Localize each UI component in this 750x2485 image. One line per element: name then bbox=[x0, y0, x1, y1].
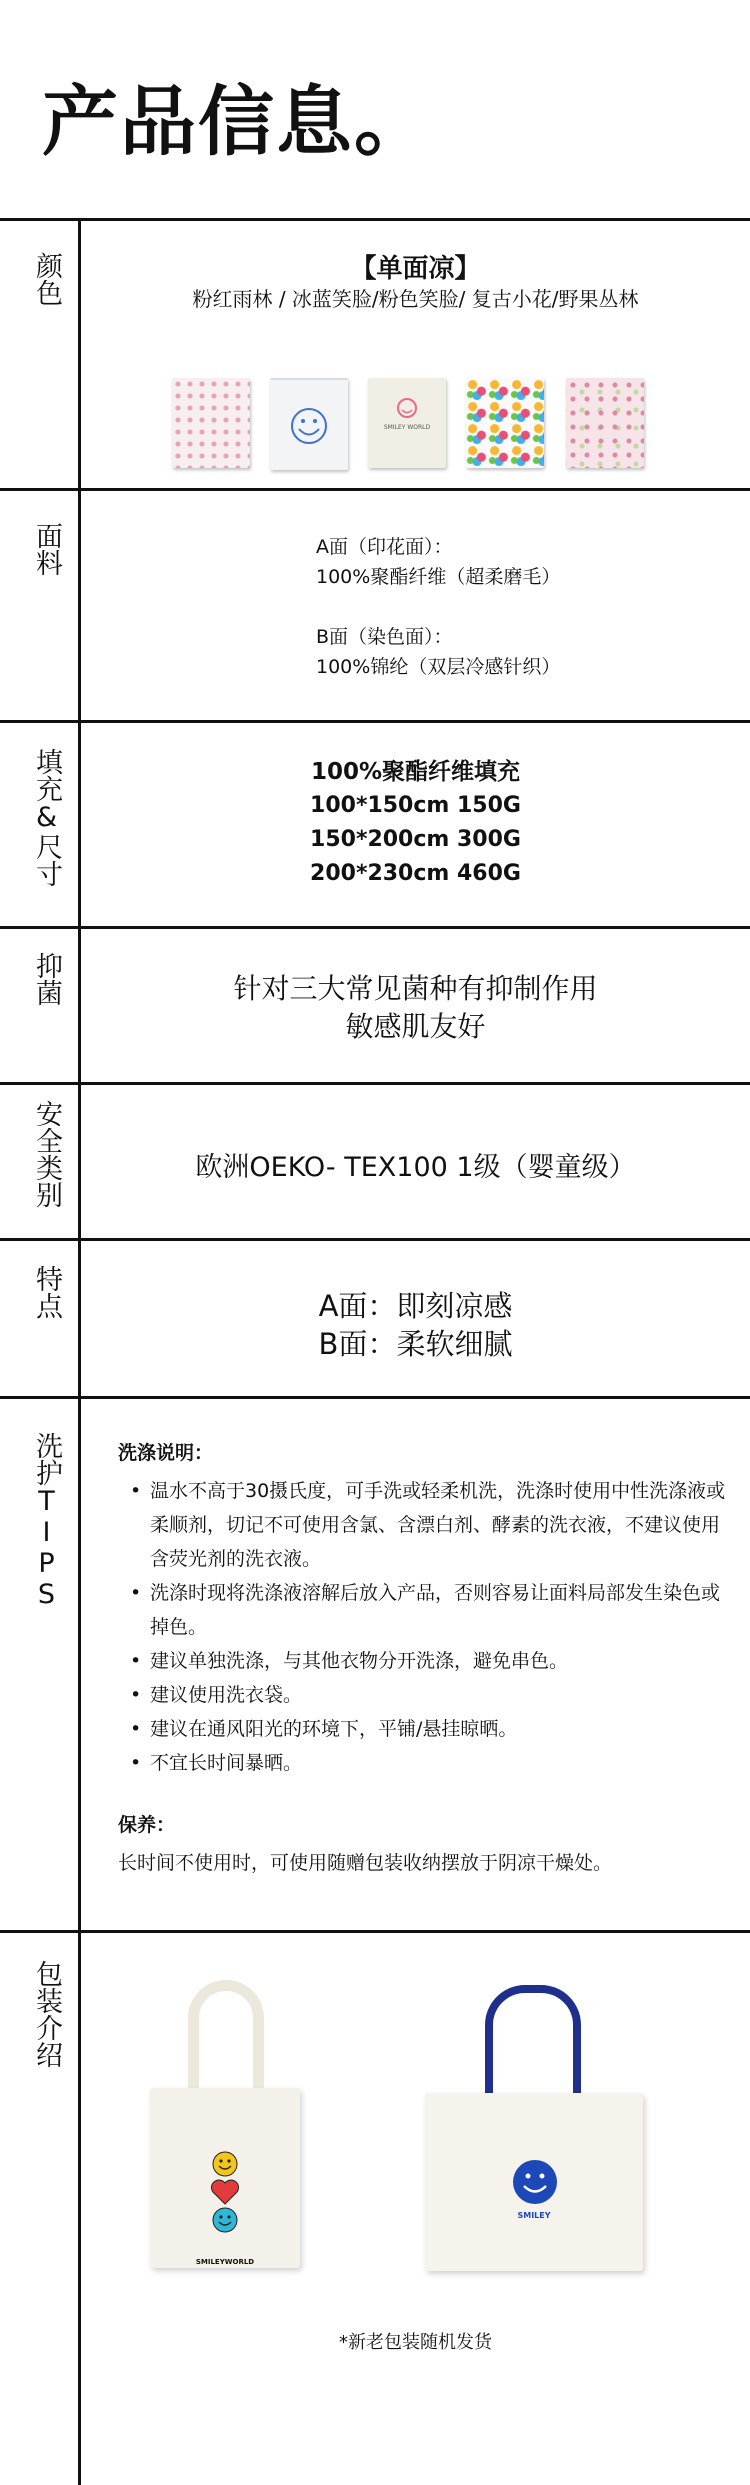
bag1-brand: SMILEYWORLD bbox=[195, 2258, 255, 2266]
divider bbox=[0, 1082, 750, 1085]
smiley-icon bbox=[270, 380, 348, 470]
label-safety: 安全类别 bbox=[31, 1100, 62, 1208]
antibacterial-line1: 针对三大常见菌种有抑制作用 bbox=[233, 972, 598, 1005]
wash-list bbox=[118, 1474, 730, 1780]
divider bbox=[0, 1930, 750, 1933]
divider bbox=[0, 926, 750, 929]
antibacterial-line2: 敏感肌友好 bbox=[345, 1010, 486, 1043]
label-fabric: 面料 bbox=[31, 522, 62, 576]
swatch-ice-blue-smiley bbox=[270, 378, 348, 470]
smiley-icon bbox=[510, 2157, 560, 2207]
smiley-icon bbox=[368, 378, 446, 468]
fill-info bbox=[81, 755, 750, 891]
list-item: • 温水不高于30摄氏度，可手洗或轻柔机洗，洗涤时使用中性洗涤液或柔顺剂，切记不可使用含氯、含漂白剂、酵素的洗衣液，不建议使用含荧光剂的洗衣液。 bbox=[134, 1474, 730, 1576]
divider bbox=[0, 720, 750, 723]
list-item: • 建议使用洗衣袋。 bbox=[134, 1678, 730, 1712]
color-subtitle: 粉红雨林 / 冰蓝笑脸/粉色笑脸/ 复古小花/野果丛林 bbox=[192, 287, 639, 311]
wash-title: 洗涤说明： bbox=[118, 1442, 214, 1464]
smiley-stack-icon bbox=[200, 2150, 250, 2260]
fabric-info bbox=[316, 532, 646, 682]
feature-a: A面：即刻凉感 bbox=[318, 1289, 513, 1323]
fabric-b-value: 100%锦纶（双层冷感针织） bbox=[316, 656, 561, 678]
tote-bag-blue-handles bbox=[425, 1985, 643, 2275]
divider bbox=[0, 488, 750, 491]
storage-text: 长时间不使用时，可使用随赠包装收纳摆放于阴凉干燥处。 bbox=[118, 1852, 613, 1874]
label-fill-size: 填充&尺寸 bbox=[31, 748, 62, 887]
label-features: 特点 bbox=[31, 1265, 62, 1319]
label-antibacterial: 抑菌 bbox=[31, 952, 62, 1006]
packaging-note: *新老包装随机发货 bbox=[339, 2332, 492, 2353]
divider bbox=[0, 218, 750, 221]
fabric-a-title: A面（印花面）： bbox=[316, 536, 453, 558]
swatch-pink-smiley bbox=[368, 378, 446, 468]
list-item: • 建议在通风阳光的环境下，平铺/悬挂晾晒。 bbox=[134, 1712, 730, 1746]
feature-b: B面：柔软细腻 bbox=[318, 1327, 513, 1361]
swatch-pink-rainforest bbox=[172, 378, 250, 468]
features-info bbox=[81, 1287, 750, 1363]
swatch-retro-flowers bbox=[466, 378, 544, 468]
swatch-wild-fruit-jungle bbox=[566, 378, 644, 468]
divider bbox=[0, 1396, 750, 1399]
color-title: 【单面凉】 bbox=[350, 254, 481, 284]
list-item: • 建议单独洗涤，与其他衣物分开洗涤，避免串色。 bbox=[134, 1644, 730, 1678]
label-color: 颜色 bbox=[31, 252, 62, 306]
fill-title: 100%聚酯纤维填充 bbox=[310, 759, 521, 785]
safety-value: 欧洲OEKO- TEX100 1级（婴童级） bbox=[195, 1152, 636, 1183]
storage-title: 保养： bbox=[118, 1814, 176, 1836]
smiley-world-text: SMILEY WORLD bbox=[383, 424, 431, 431]
care-instructions bbox=[118, 1436, 730, 1880]
divider bbox=[0, 1238, 750, 1241]
antibacterial-info bbox=[81, 970, 750, 1046]
label-packaging: 包装介绍 bbox=[31, 1960, 62, 2068]
size-row: 200*230cm 460G bbox=[310, 861, 521, 886]
tote-bag-white bbox=[150, 1980, 300, 2270]
list-item: • 洗涤时现将洗涤液溶解后放入产品，否则容易让面料局部发生染色或掉色。 bbox=[134, 1576, 730, 1644]
fabric-b-title: B面（染色面）： bbox=[316, 626, 453, 648]
size-row: 100*150cm 150G bbox=[310, 793, 521, 818]
list-item: • 不宜长时间暴晒。 bbox=[134, 1746, 730, 1780]
label-care: 洗护TIPS bbox=[31, 1432, 62, 1610]
bag2-brand: SMILEY bbox=[517, 2211, 551, 2220]
size-row: 150*200cm 300G bbox=[310, 827, 521, 852]
page-title: 产品信息。 bbox=[42, 77, 432, 166]
fabric-a-value: 100%聚酯纤维（超柔磨毛） bbox=[316, 566, 561, 588]
